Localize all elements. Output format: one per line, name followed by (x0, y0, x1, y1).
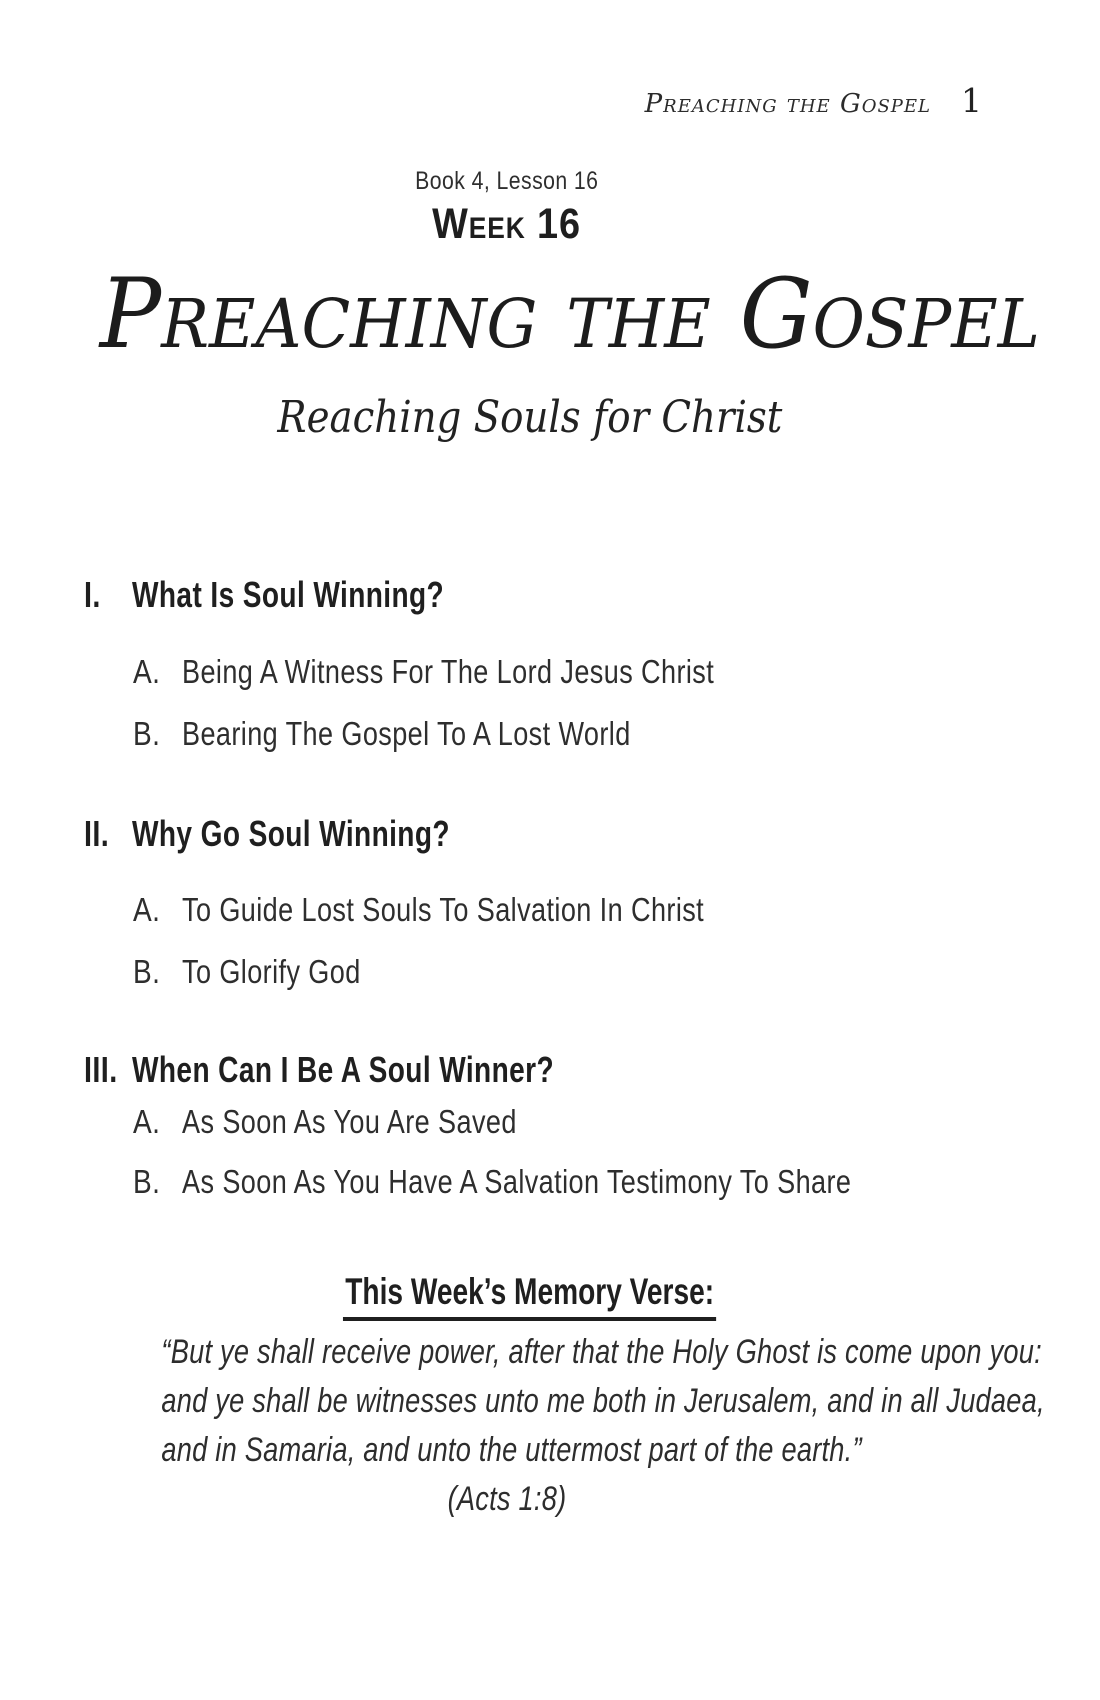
outline-item-text: To Glorify God (182, 953, 361, 990)
week-line-text: Week 16 (432, 200, 582, 248)
outline-item (133, 717, 729, 750)
memory-verse-heading (75, 1272, 985, 1321)
outline-item-letter: A. (133, 1103, 161, 1140)
outline-item-text: As Soon As You Are Saved (182, 1103, 517, 1140)
outline-heading-text: What Is Soul Winning? (132, 574, 445, 615)
outline-section-heading (84, 813, 540, 854)
outline-section-heading (84, 1049, 673, 1090)
running-header (644, 81, 982, 120)
page-number: 1 (961, 81, 982, 120)
outline-item (133, 1105, 590, 1138)
memory-verse-line: and ye shall be witnesses unto me both in Jerusalem, and in all Judaea, (161, 1382, 1045, 1420)
memory-verse (161, 1328, 1045, 1524)
page-title (75, 258, 1040, 370)
page-subtitle (75, 394, 985, 442)
outline-item-letter: B. (133, 953, 161, 990)
lesson-line (75, 167, 939, 195)
outline-item (133, 1165, 998, 1198)
page-subtitle-text: Reaching Souls for Christ (277, 392, 783, 443)
outline-section-heading (84, 574, 532, 615)
outline-numeral: I. (84, 574, 101, 615)
outline-item-text: Bearing The Gospel To A Lost World (182, 715, 631, 752)
outline-heading-text: When Can I Be A Soul Winner? (132, 1049, 554, 1090)
outline-item (133, 955, 400, 988)
running-header-title: Preaching the Gospel (644, 89, 931, 119)
memory-verse-line: “But ye shall receive power, after that the Holy Ghost is come upon you: (161, 1333, 1042, 1371)
outline-item (133, 655, 831, 688)
outline-heading-text: Why Go Soul Winning? (132, 813, 450, 854)
outline-item-letter: B. (133, 715, 161, 752)
outline-numeral: II. (84, 813, 110, 854)
memory-verse-reference: (Acts 1:8) (447, 1480, 567, 1518)
memory-verse-heading-text: This Week’s Memory Verse: (343, 1272, 716, 1321)
outline-item-text: To Guide Lost Souls To Salvation In Christ (182, 891, 705, 928)
outline-item-text: As Soon As You Have A Salvation Testimony To Share (182, 1163, 852, 1200)
outline-numeral: III. (84, 1049, 118, 1090)
outline-item-letter: B. (133, 1163, 161, 1200)
outline-item-letter: A. (133, 653, 161, 690)
memory-verse-line: and in Samaria, and unto the uttermost part of the earth.” (161, 1431, 862, 1469)
week-line (75, 201, 939, 247)
outline-item (133, 893, 819, 926)
page-title-text: Preaching the Gospel (99, 258, 1040, 370)
outline-item-letter: A. (133, 891, 161, 928)
lesson-line-text: Book 4, Lesson 16 (415, 167, 599, 195)
outline-item-text: Being A Witness For The Lord Jesus Christ (182, 653, 715, 690)
